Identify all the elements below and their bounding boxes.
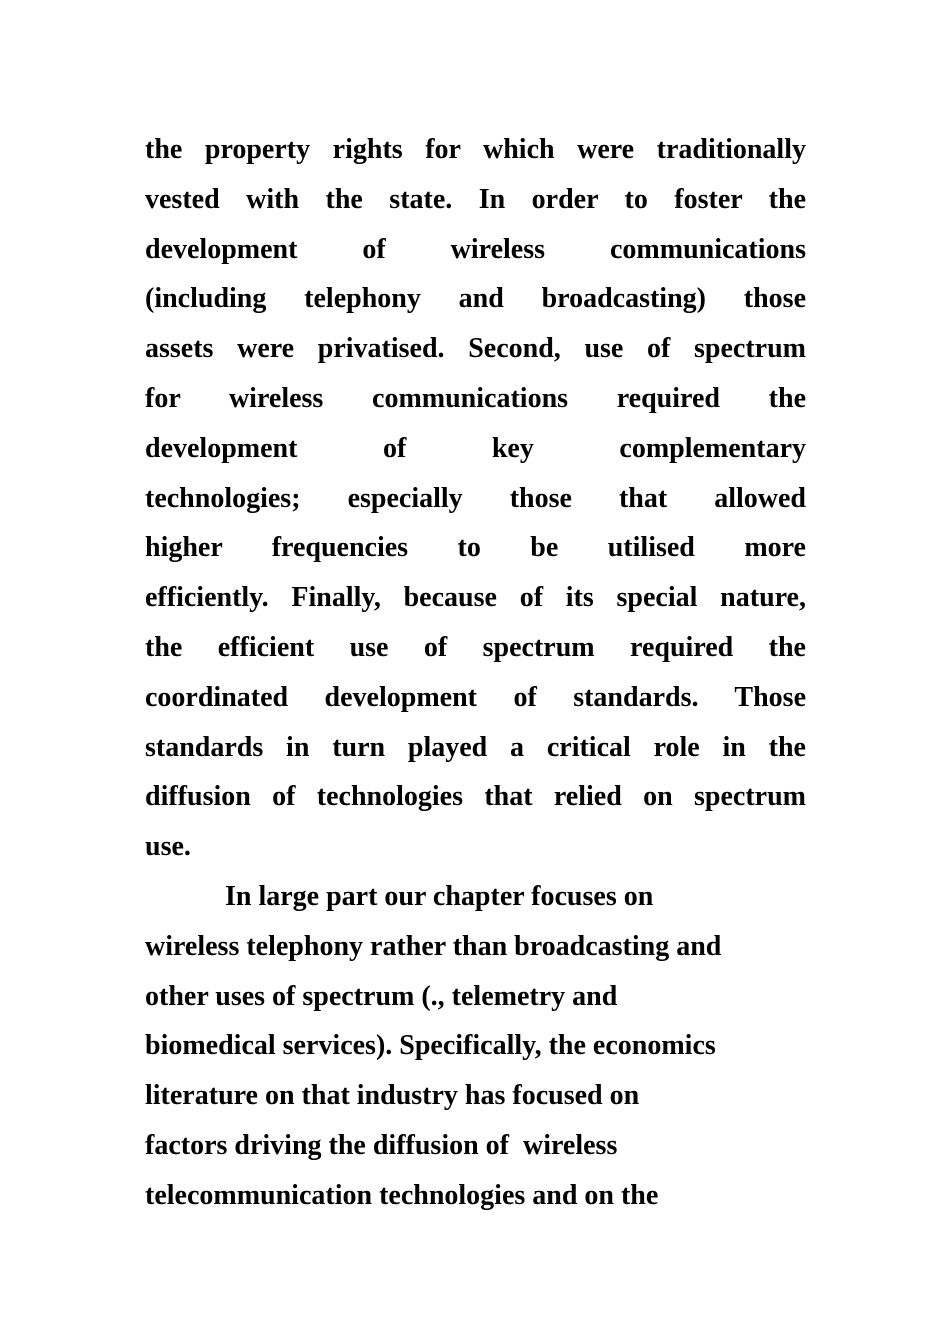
paragraph-1 [145,125,806,872]
text-line: factors driving the diffusion of wireless [145,1129,618,1161]
text-line: for wireless communications required the [145,382,806,414]
text-line: the property rights for which were traditionally [145,134,806,165]
text-line: efficiently. Finally, because of its special nature, [145,582,806,614]
text-line: telecommunication technologies and on the [145,1179,659,1211]
text-line: standards in turn played a critical role in the [145,731,806,763]
text-line: assets were privatised. Second, use of spectrum [145,333,806,365]
paragraph-2 [145,872,806,1221]
text-line: use. [145,831,191,863]
text-line: other uses of spectrum (., telemetry and [145,980,618,1012]
text-line: coordinated development of standards. Those [145,681,806,713]
text-line: biomedical services). Specifically, the economics [145,1030,716,1062]
text-line: the efficient use of spectrum required the [145,631,806,663]
text-line: literature on that industry has focused on [145,1080,640,1112]
document-page [145,125,806,1221]
text-line: wireless telephony rather than broadcasting and [145,930,722,962]
text-line: In large part our chapter focuses on [225,880,654,912]
text-line: (including telephony and broadcasting) those [145,283,806,315]
text-line: development of key complementary [145,432,806,464]
text-line: higher frequencies to be utilised more [145,532,806,564]
text-line: vested with the state. In order to foster the [145,183,806,215]
text-line: technologies; especially those that allowed [145,482,806,514]
text-line: diffusion of technologies that relied on spectrum [145,781,806,813]
text-line: development of wireless communications [145,233,806,265]
